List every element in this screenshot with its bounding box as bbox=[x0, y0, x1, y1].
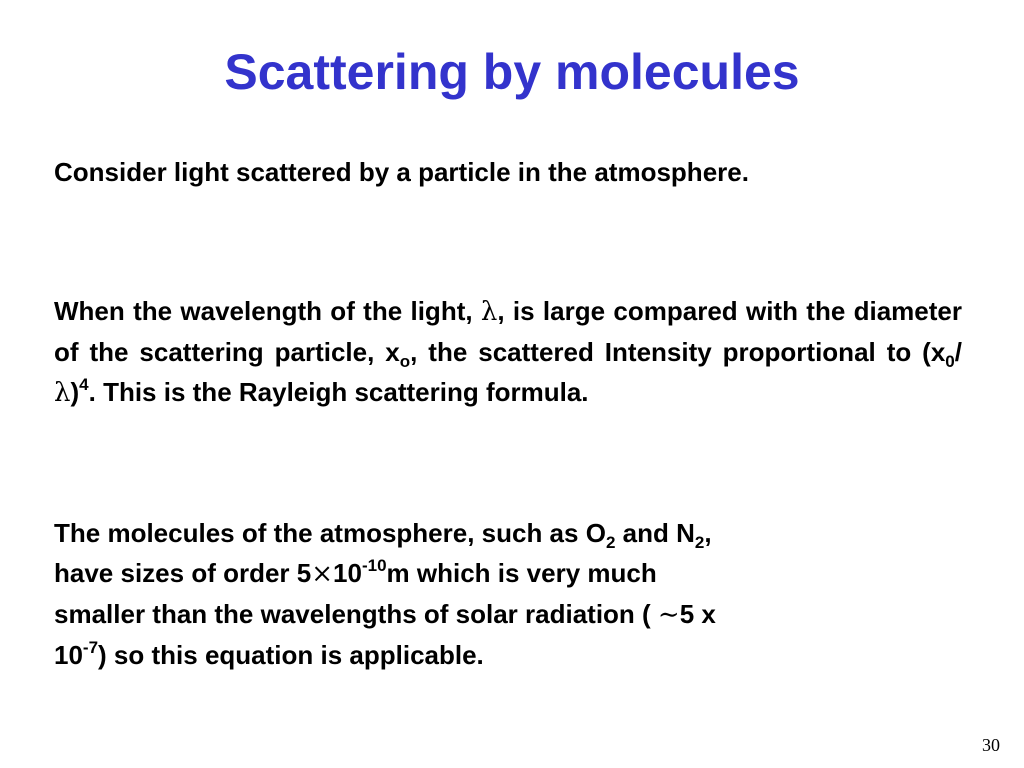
text-segment: When the wavelength of the light, bbox=[54, 296, 481, 326]
superscript: -10 bbox=[361, 556, 387, 575]
text-segment: 5 x bbox=[679, 599, 716, 629]
text-segment: . This is the Rayleigh scattering formula. bbox=[88, 377, 589, 407]
text-segment: 10 bbox=[54, 640, 83, 670]
text-segment: ) so this equation is applicable. bbox=[98, 640, 484, 670]
superscript: 4 bbox=[79, 375, 89, 394]
text-segment: The molecules of the atmosphere, such as O bbox=[54, 518, 606, 548]
text-segment: and N bbox=[615, 518, 695, 548]
subscript: 2 bbox=[694, 533, 705, 552]
subscript: o bbox=[399, 352, 411, 371]
text-segment: m which is very much bbox=[386, 558, 657, 588]
text-segment: 10 bbox=[333, 558, 362, 588]
text-segment: , is large compared with the diameter of the scattering particle, x bbox=[54, 296, 962, 367]
lambda-symbol: λ bbox=[480, 297, 498, 327]
text-segment: have sizes of order 5 bbox=[54, 558, 312, 588]
text-segment: smaller than the wavelengths of solar radiation ( bbox=[54, 599, 658, 629]
tilde-symbol: ∼ bbox=[657, 600, 680, 630]
lambda-symbol: λ bbox=[54, 378, 71, 408]
times-symbol: × bbox=[311, 559, 334, 589]
subscript: 2 bbox=[605, 533, 616, 552]
paragraph-molecules bbox=[54, 513, 962, 675]
paragraph-intro: Consider light scattered by a particle in the atmosphere. bbox=[54, 157, 749, 187]
paragraph-rayleigh bbox=[54, 291, 962, 413]
text-segment: , the scattered Intensity proportional to (x bbox=[410, 337, 946, 367]
text-segment: ) bbox=[70, 377, 80, 407]
subscript: 0 bbox=[945, 352, 955, 371]
page-number: 30 bbox=[982, 735, 1000, 755]
superscript: -7 bbox=[82, 638, 99, 657]
text-segment: , bbox=[704, 518, 712, 548]
slide-title: Scattering by molecules bbox=[224, 44, 800, 100]
text-segment: / bbox=[954, 337, 962, 367]
